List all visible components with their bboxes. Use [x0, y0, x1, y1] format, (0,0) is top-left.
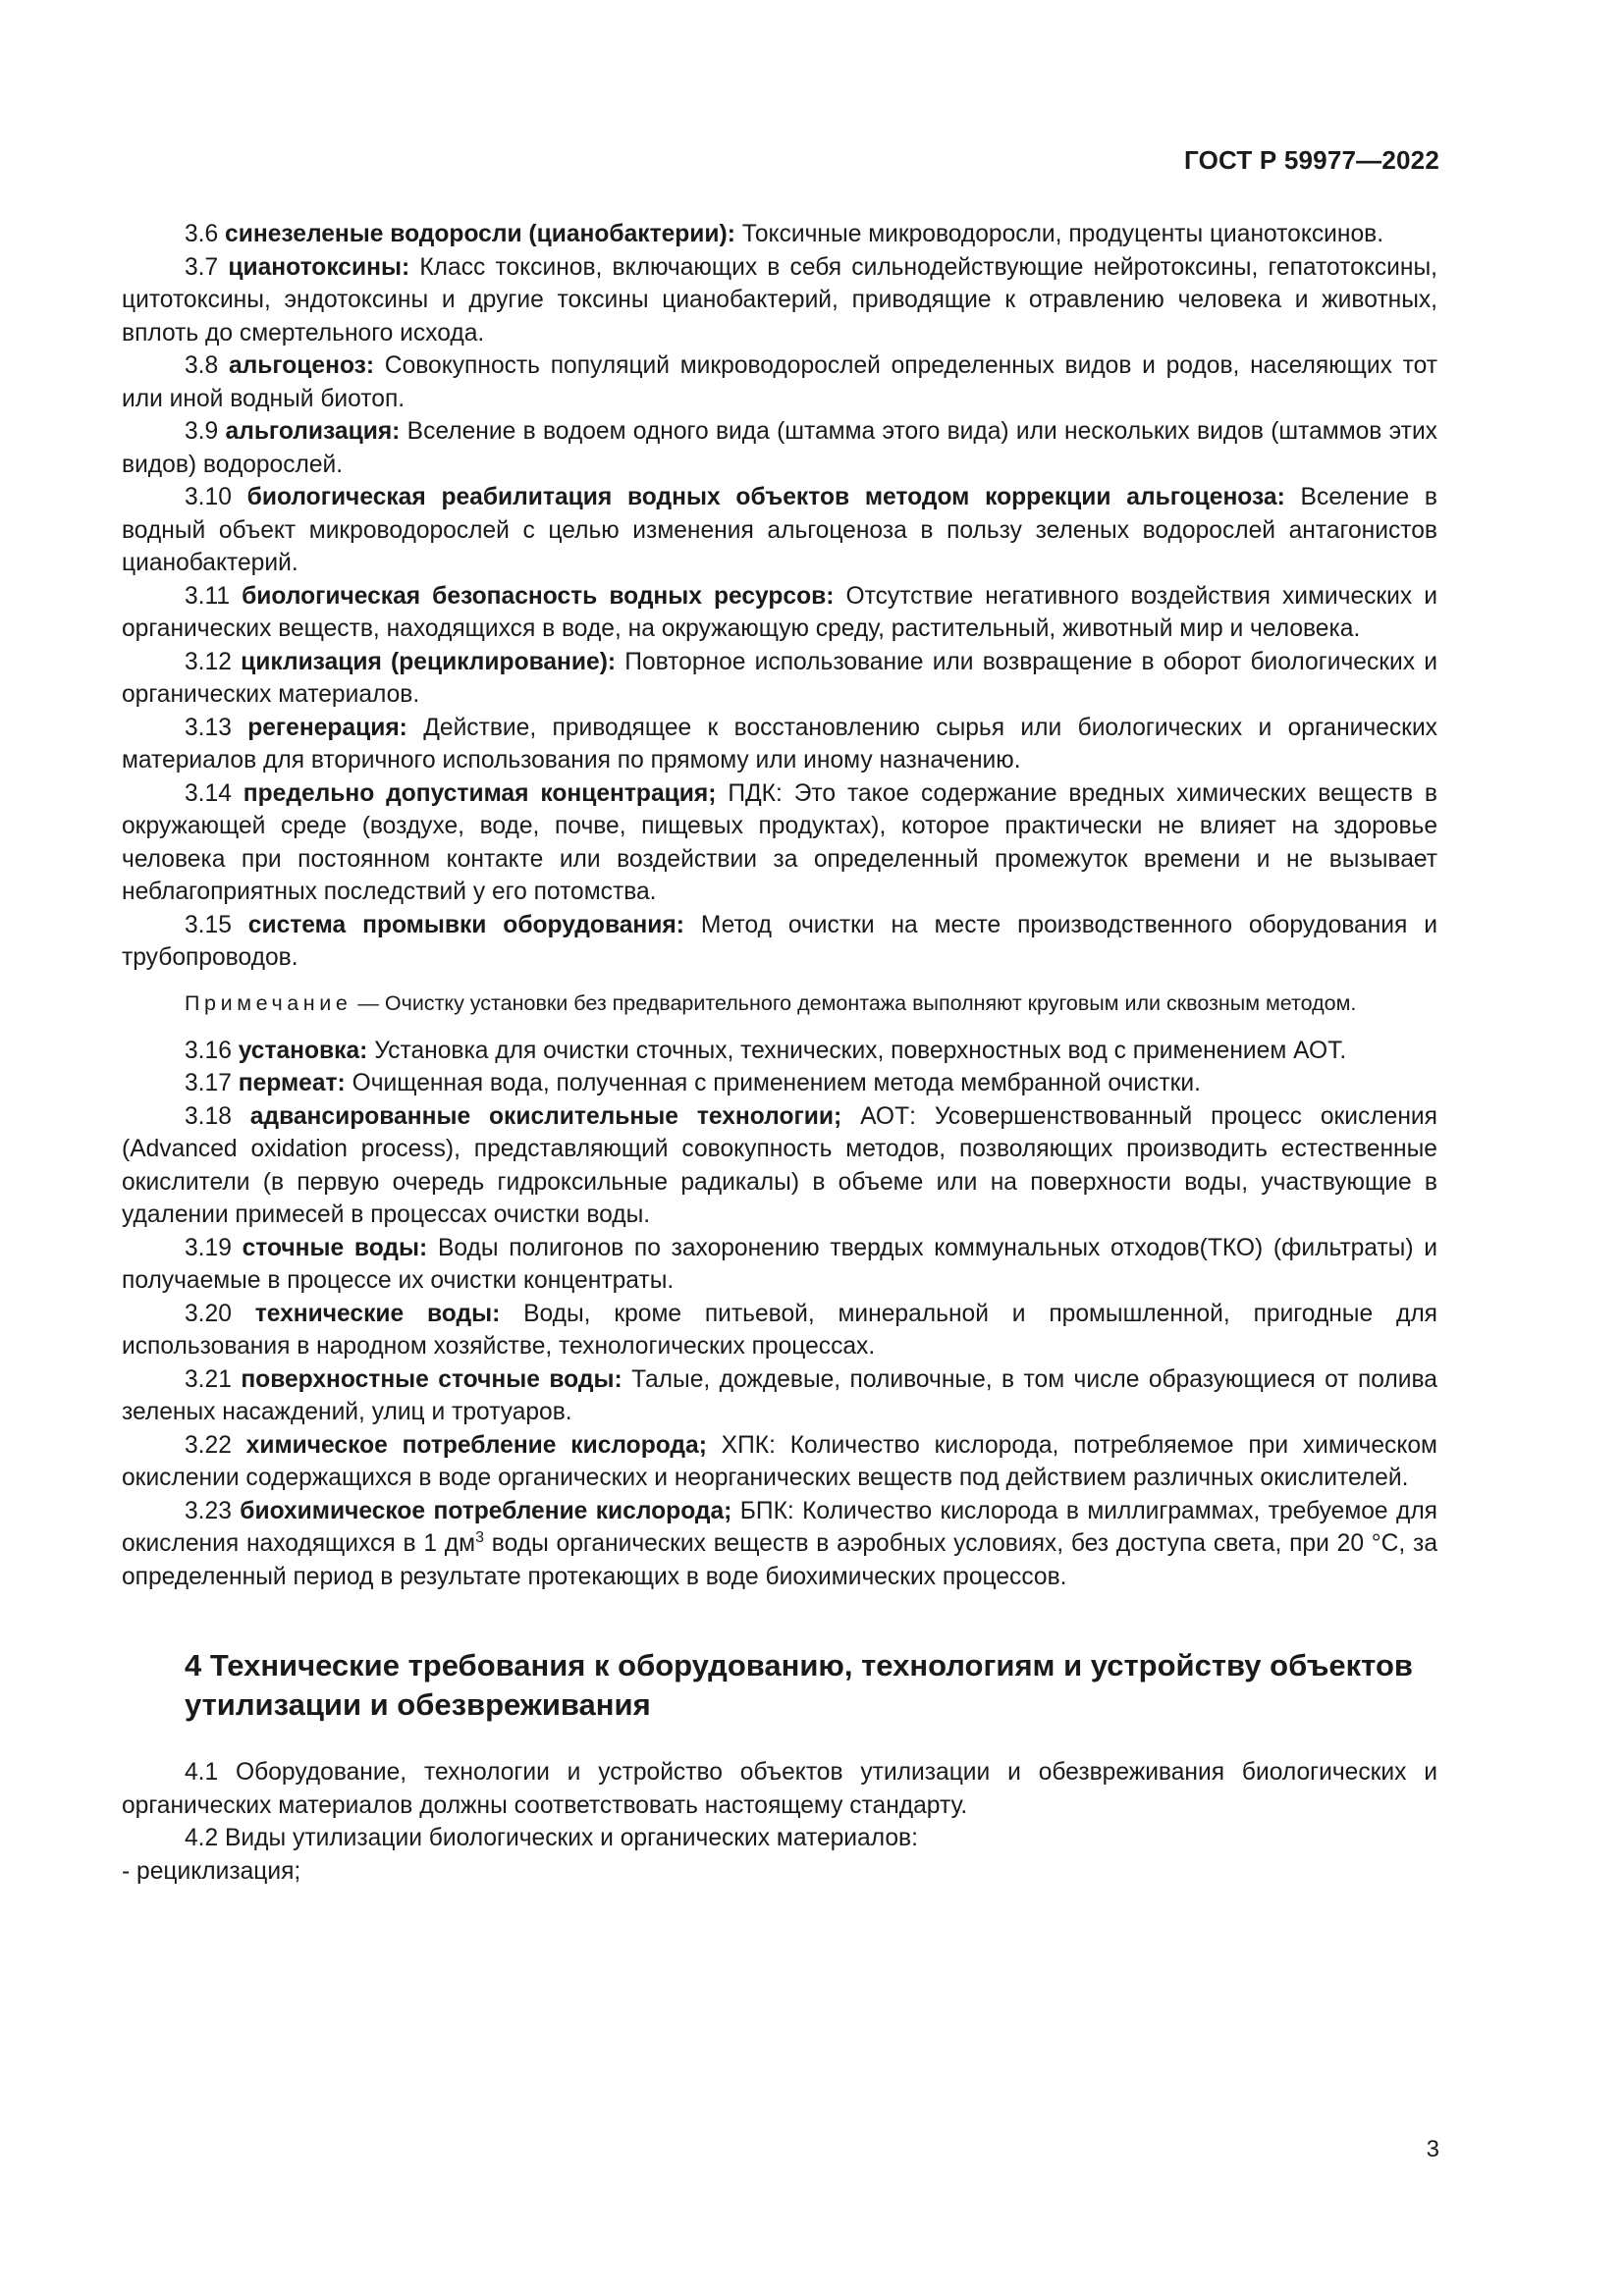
term-number: 3.20	[185, 1300, 232, 1327]
term-3-19	[122, 1232, 1437, 1298]
term-definition: БПК: Количество кислорода в миллиграммах, требуемое для окисления находящихся в 1 дм	[122, 1497, 1437, 1557]
term-3-17	[122, 1067, 1437, 1100]
term-number: 3.16	[185, 1037, 232, 1064]
term-name: синезеленые водоросли (цианобактерии):	[225, 221, 735, 247]
term-3-13	[122, 712, 1437, 777]
term-number: 3.12	[185, 648, 232, 675]
paragraph-4-1: 4.1 Оборудование, технологии и устройство объектов утилизации и обезвреживания биологических и органических материалов должны соответствовать настоящему стандарту.	[122, 1759, 1437, 1819]
term-name: циклизация (рециклирование):	[241, 648, 617, 675]
term-3-20	[122, 1298, 1437, 1363]
superscript: 3	[475, 1528, 484, 1546]
term-3-8	[122, 349, 1437, 415]
term-3-9	[122, 415, 1437, 481]
term-definition: Повторное использование или возвращение в оборот биологических и органических материалов.	[122, 648, 1437, 708]
term-3-10	[122, 481, 1437, 580]
term-number: 3.17	[185, 1070, 232, 1096]
page-number: 3	[1426, 2136, 1439, 2163]
term-name: установка:	[238, 1037, 368, 1064]
term-3-14	[122, 777, 1437, 909]
term-definition: Метод очистки на месте производственного оборудования и трубопроводов.	[122, 911, 1437, 971]
paragraph-4-2: 4.2 Виды утилизации биологических и органических материалов:	[185, 1825, 918, 1851]
term-definition: ПДК: Это такое содержание вредных химических веществ в окружающей среде (воздухе, воде, почве, пищевых продуктах), которое практически не влияет на здоровье человека при постоянном контакте или воздействии за определенный промежуток времени и не вызывает неблагоприятных последствий у его потомства.	[122, 779, 1437, 905]
term-number: 3.14	[185, 779, 232, 807]
term-number: 3.22	[185, 1431, 232, 1459]
term-name: биохимическое потребление кислорода;	[240, 1497, 732, 1524]
term-3-7	[122, 251, 1437, 350]
note-label: Примечание	[185, 990, 352, 1015]
term-3-16	[122, 1035, 1437, 1068]
term-number: 3.10	[185, 484, 232, 510]
term-definition: Установка для очистки сточных, технических, поверхностных вод с применением АОТ.	[367, 1037, 1347, 1064]
term-definition: Воды полигонов по захоронению твердых коммунальных отходов(ТКО) (фильтраты) и получаемые в процессе их очистки концентраты.	[122, 1234, 1437, 1294]
term-name: пермеат:	[238, 1070, 346, 1096]
term-name: технические воды:	[254, 1300, 501, 1327]
term-name: биологическая безопасность водных ресурсов:	[242, 582, 835, 610]
term-number: 3.13	[185, 714, 232, 741]
term-definition: ХПК: Количество кислорода, потребляемое при химическом окислении содержащихся в воде органических и неорганических веществ под действием различных окислителей.	[122, 1431, 1437, 1491]
standard-designation: ГОСТ Р 59977—2022	[1184, 145, 1439, 175]
term-name: регенерация:	[247, 714, 407, 741]
term-name: биологическая реабилитация водных объектов методом коррекции альгоценоза:	[246, 484, 1285, 510]
term-name: альголизация:	[225, 418, 401, 445]
term-definition: Воды, кроме питьевой, минеральной и промышленной, пригодные для использования в народном хозяйстве, технологических процессах.	[122, 1300, 1437, 1360]
term-number: 3.11	[185, 582, 231, 610]
term-number: 3.18	[185, 1102, 232, 1130]
term-name: система промывки оборудования:	[247, 911, 684, 938]
term-number: 3.15	[185, 911, 232, 938]
term-definition-continued: воды органических веществ в аэробных условиях, без доступа света, при 20 °С, за определенный период в результате протекающих в воде биохимических процессов.	[122, 1530, 1438, 1590]
page-body	[122, 218, 1437, 1888]
term-definition: Очищенная вода, полученная с применением метода мембранной очистки.	[345, 1070, 1201, 1096]
term-name: предельно допустимая концентрация;	[243, 779, 717, 807]
term-3-11	[122, 580, 1437, 646]
term-name: адвансированные окислительные технологии;	[249, 1102, 842, 1130]
section-heading: 4 Технические требования к оборудованию, технологиям и устройству объектов утилизации и обезвреживания	[185, 1648, 1413, 1722]
note-text: — Очистку установки без предварительного демонтажа выполняют круговым или сквозным методом.	[352, 990, 1357, 1015]
term-3-15	[122, 909, 1437, 975]
term-definition: Совокупность популяций микроводорослей определенных видов и родов, населяющих тот или иной водный биотоп.	[122, 352, 1437, 412]
term-definition: Токсичные микроводоросли, продуценты цианотоксинов.	[734, 221, 1384, 247]
term-definition: Вселение в водный объект микроводорослей с целью изменения альгоценоза в пользу зеленых водорослей антагонистов цианобактерий.	[122, 484, 1437, 576]
term-definition: АОТ: Усовершенствованный процесс окисления (Advanced oxidation process), представляющий совокупность методов, позволяющих производить естественные окислители (в первую очередь гидроксильные радикалы) в объеме или на поверхности воды, участвующие в удалении примесей в процессах очистки воды.	[122, 1102, 1437, 1228]
term-definition: Класс токсинов, включающих в себя сильнодействующие нейротоксины, гепатотоксины, цитотоксины, эндотоксины и другие токсины цианобактерий, приводящие к отравлению человека и животных, вплоть до смертельного исхода.	[122, 253, 1437, 347]
term-number: 3.19	[185, 1234, 232, 1261]
term-3-21	[122, 1363, 1437, 1429]
term-3-6	[122, 218, 1437, 251]
term-name: цианотоксины:	[228, 253, 410, 281]
term-definition: Талые, дождевые, поливочные, в том числе образующиеся от полива зеленых насаждений, улиц и тротуаров.	[122, 1365, 1437, 1425]
term-3-22	[122, 1429, 1437, 1495]
term-definition: Вселение в водоем одного вида (штамма этого вида) или нескольких видов (штаммов этих видов) водорослей.	[122, 418, 1437, 478]
term-name: поверхностные сточные воды:	[241, 1365, 623, 1393]
term-definition: Отсутствие негативного воздействия химических и органических веществ, находящихся в воде, на окружающую среду, растительный, животный мир и человека.	[122, 582, 1437, 642]
term-name: сточные воды:	[242, 1234, 428, 1261]
term-3-12	[122, 646, 1437, 712]
term-number: 3.23	[185, 1497, 232, 1524]
term-number: 3.9	[185, 418, 219, 445]
term-3-23	[122, 1495, 1437, 1594]
list-item: - рециклизация;	[122, 1857, 301, 1885]
note	[122, 988, 1437, 1019]
term-name: альгоценоз:	[228, 352, 375, 379]
term-name: химическое потребление кислорода;	[245, 1431, 707, 1459]
term-number: 3.8	[185, 352, 219, 379]
term-definition: Действие, приводящее к восстановлению сырья или биологических и органических материалов для вторичного использования по прямому или иному назначению.	[122, 714, 1437, 774]
term-3-18	[122, 1100, 1437, 1232]
term-number: 3.7	[185, 253, 219, 281]
term-number: 3.6	[185, 221, 219, 247]
term-number: 3.21	[185, 1365, 232, 1393]
